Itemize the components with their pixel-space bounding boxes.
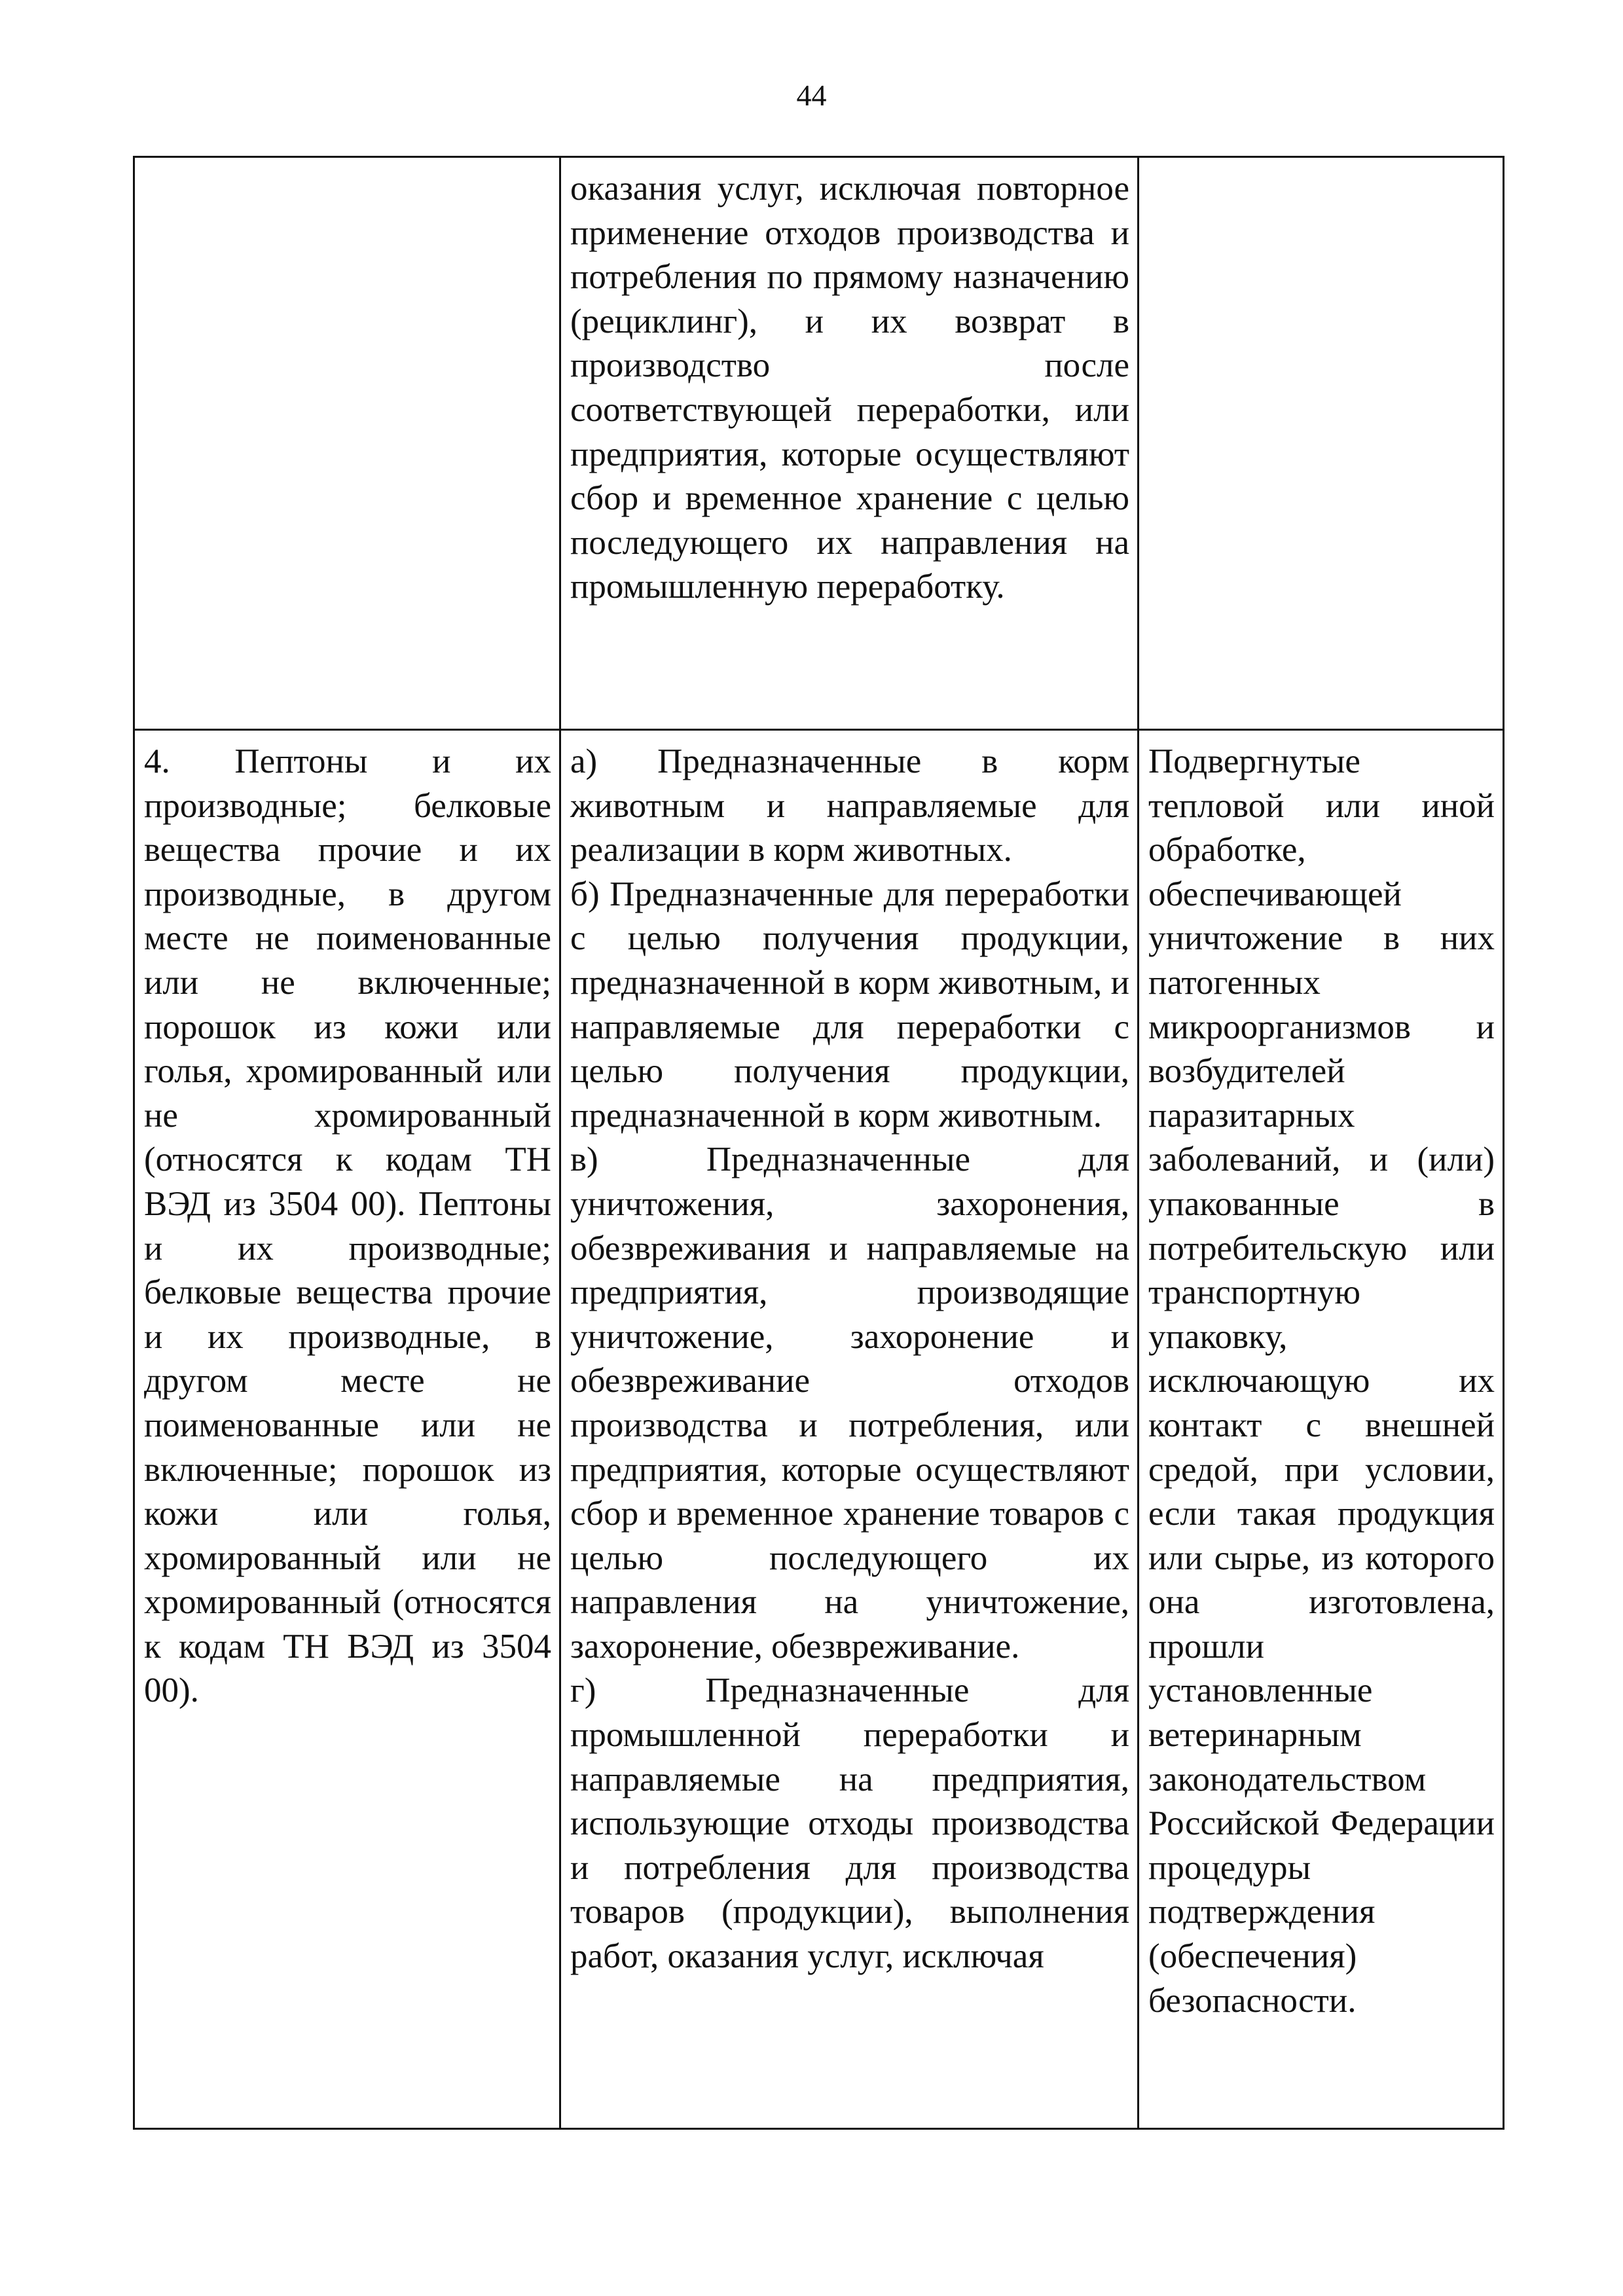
purpose-item-b: б) Предназначенные для переработки с целью получения продукции, предназначенной в корм животным, и направляемые для переработки с целью получения продукции, предназначенной в корм животным. xyxy=(570,875,1129,1135)
table-row xyxy=(134,157,1504,730)
row1-purpose-text: оказания услуг, исключая повторное применение отходов производства и потребления по прямому назначению (рециклинг), и их возврат в производство после соответствующей переработки, или предприятия, которые осуществляют сбор и временное хранение с целью последующего их направления на промышленную переработку. xyxy=(570,170,1129,606)
table-row xyxy=(134,730,1504,2129)
requirements-table xyxy=(133,156,1504,2130)
purpose-item-a: а) Предназначенные в корм животным и направляемые для реализации в корм животных. xyxy=(570,742,1129,869)
row2-condition-text: Подвергнутые тепловой или иной обработке, обеспечивающей уничтожение в них патогенных микроорганизмов и возбудителей паразитарных заболеваний, и (или) упакованные в потребительскую или транспортную упаковку, исключающую их контакт с внешней средой, при условии, если такая продукция или сырье, из которого она изготовлена, прошли установленные ветеринарным законодательством Российской Федерации процедуры подтверждения (обеспечения) безопасности. xyxy=(1148,742,1495,2020)
row2-condition-cell xyxy=(1139,730,1504,2129)
row1-product-cell xyxy=(134,157,560,730)
row1-condition-cell xyxy=(1139,157,1504,730)
row2-product-text: 4. Пептоны и их производные; белковые вещества прочие и их производные, в другом месте не поименованные или не включенные; порошок из кожи или голья, хромированный или не хромированный (относятся к кодам ТН ВЭД из 3504 00). Пептоны и их производные; белковые вещества прочие и их производные, в другом месте не поименованные или не включенные; порошок из кожи или голья, хромированный или не хромированный (относятся к кодам ТН ВЭД из 3504 00). xyxy=(144,742,551,1710)
row1-purpose-cell xyxy=(560,157,1139,730)
page-number: 44 xyxy=(796,79,827,112)
row2-product-cell xyxy=(134,730,560,2129)
purpose-item-v: в) Предназначенные для уничтожения, захоронения, обезвреживания и направляемые на предприятия, производящие уничтожение, захоронение и обезвреживание отходов производства и потребления, или предприятия, которые осуществляют сбор и временное хранение товаров с целью последующего их направления на уничтожение, захоронение, обезвреживание. xyxy=(570,1140,1129,1666)
purpose-item-g: г) Предназначенные для промышленной переработки и направляемые на предприятия, использующие отходы производства и потребления для производства товаров (продукции), выполнения работ, оказания услуг, исключая xyxy=(570,1671,1129,1976)
row2-purpose-cell xyxy=(560,730,1139,2129)
